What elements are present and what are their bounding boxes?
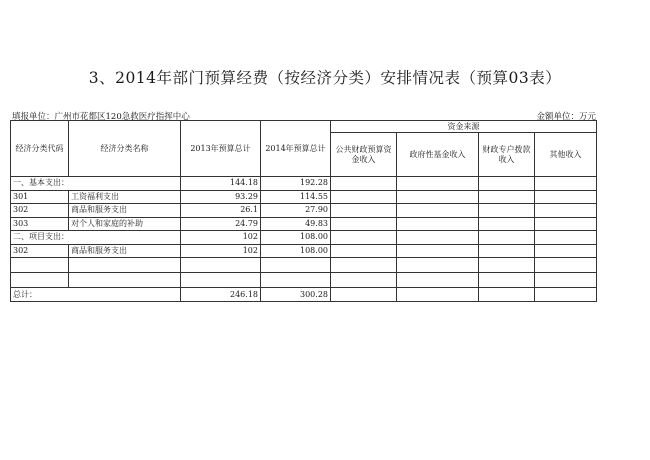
header-funding-source: 资金来源 — [331, 121, 597, 133]
row-other — [535, 204, 597, 218]
empty-cell — [69, 258, 181, 273]
row-budget-2014: 114.55 — [261, 190, 331, 204]
table-row — [11, 204, 597, 218]
header-name: 经济分类名称 — [69, 121, 181, 177]
header-special-grant: 财政专户拨款收入 — [479, 133, 535, 177]
empty-cell — [397, 273, 479, 288]
row-budget-2014: 108.00 — [261, 231, 331, 245]
empty-cell — [11, 273, 69, 288]
row-code: 一、基本支出： — [11, 177, 181, 191]
row-public-finance — [331, 190, 397, 204]
total-other — [535, 288, 597, 302]
empty-row — [11, 258, 597, 273]
row-other — [535, 217, 597, 231]
budget-table — [10, 120, 597, 302]
reporting-unit: 填报单位：广州市花都区120急救医疗指挥中心 — [12, 112, 190, 122]
row-budget-2013: 26.1 — [181, 204, 261, 218]
row-code: 302 — [11, 204, 69, 218]
empty-cell — [261, 258, 331, 273]
total-budget-2013: 246.18 — [181, 288, 261, 302]
amount-unit: 金额单位：万元 — [536, 112, 596, 122]
row-budget-2013: 144.18 — [181, 177, 261, 191]
row-special-grant — [479, 231, 535, 245]
empty-cell — [535, 273, 597, 288]
row-public-finance — [331, 204, 397, 218]
total-special-grant — [479, 288, 535, 302]
row-name: 工资福利支出 — [69, 190, 181, 204]
empty-cell — [397, 258, 479, 273]
table-row — [11, 177, 597, 191]
empty-cell — [69, 273, 181, 288]
row-gov-fund — [397, 204, 479, 218]
row-special-grant — [479, 217, 535, 231]
row-other — [535, 244, 597, 258]
page-title: 3、2014年部门预算经费（按经济分类）安排情况表（预算03表） — [88, 69, 562, 87]
row-name: 商品和服务支出 — [69, 204, 181, 218]
header-code: 经济分类代码 — [11, 121, 69, 177]
table-row — [11, 190, 597, 204]
row-gov-fund — [397, 177, 479, 191]
empty-cell — [11, 258, 69, 273]
row-public-finance — [331, 231, 397, 245]
empty-cell — [479, 273, 535, 288]
row-code: 301 — [11, 190, 69, 204]
header-budget-2013: 2013年预算总计 — [181, 121, 261, 177]
total-row — [11, 288, 597, 302]
row-gov-fund — [397, 231, 479, 245]
empty-cell — [181, 273, 261, 288]
empty-cell — [479, 258, 535, 273]
total-label: 总计： — [11, 288, 181, 302]
row-budget-2014: 27.90 — [261, 204, 331, 218]
row-code: 303 — [11, 217, 69, 231]
row-special-grant — [479, 177, 535, 191]
row-other — [535, 231, 597, 245]
empty-cell — [331, 258, 397, 273]
row-name: 对个人和家庭的补助 — [69, 217, 181, 231]
row-special-grant — [479, 190, 535, 204]
row-other — [535, 177, 597, 191]
row-gov-fund — [397, 190, 479, 204]
total-public-finance — [331, 288, 397, 302]
row-other — [535, 190, 597, 204]
empty-cell — [331, 273, 397, 288]
row-gov-fund — [397, 244, 479, 258]
header-other: 其他收入 — [535, 133, 597, 177]
table-row — [11, 231, 597, 245]
header-budget-2014: 2014年预算总计 — [261, 121, 331, 177]
row-budget-2014: 108.00 — [261, 244, 331, 258]
row-special-grant — [479, 204, 535, 218]
row-code: 二、项目支出： — [11, 231, 181, 245]
empty-row — [11, 273, 597, 288]
header-public-finance: 公共财政预算资金收入 — [331, 133, 397, 177]
table-row — [11, 244, 597, 258]
row-public-finance — [331, 217, 397, 231]
row-budget-2013: 102 — [181, 244, 261, 258]
row-budget-2014: 49.83 — [261, 217, 331, 231]
row-name: 商品和服务支出 — [69, 244, 181, 258]
total-budget-2014: 300.28 — [261, 288, 331, 302]
row-public-finance — [331, 177, 397, 191]
row-special-grant — [479, 244, 535, 258]
row-budget-2013: 93.29 — [181, 190, 261, 204]
total-gov-fund — [397, 288, 479, 302]
row-code: 302 — [11, 244, 69, 258]
empty-cell — [181, 258, 261, 273]
empty-cell — [261, 273, 331, 288]
row-budget-2013: 24.79 — [181, 217, 261, 231]
row-budget-2013: 102 — [181, 231, 261, 245]
row-gov-fund — [397, 217, 479, 231]
table-row — [11, 217, 597, 231]
empty-cell — [535, 258, 597, 273]
row-budget-2014: 192.28 — [261, 177, 331, 191]
header-gov-fund: 政府性基金收入 — [397, 133, 479, 177]
row-public-finance — [331, 244, 397, 258]
